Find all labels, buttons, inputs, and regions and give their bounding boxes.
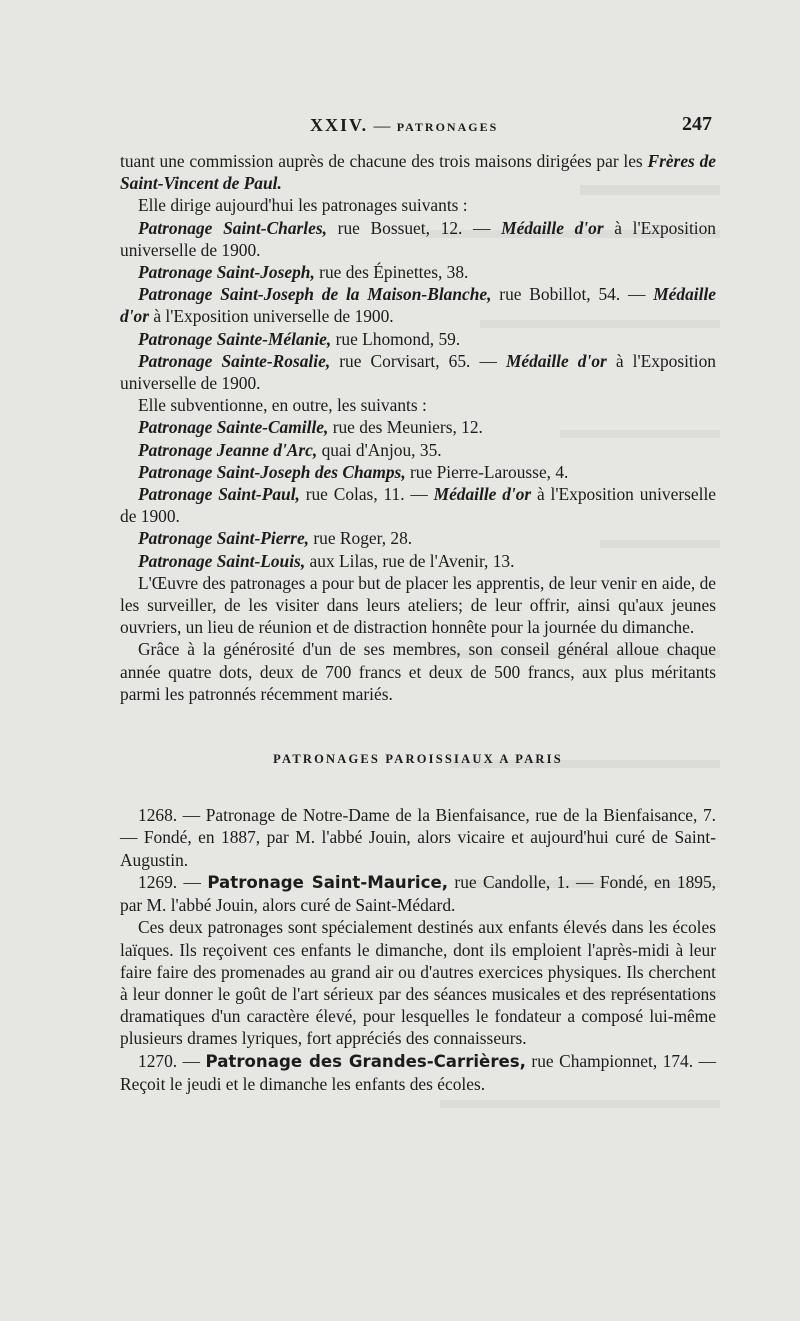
- paragraph: Elle dirige aujourd'hui les patronages suivants :: [138, 195, 468, 216]
- section-name: PATRONAGES: [396, 120, 499, 134]
- award-text: Médaille d'or: [120, 284, 716, 327]
- patronage-name: Patronage Saint-Joseph des Champs,: [138, 461, 406, 482]
- patronage-address: rue Colas, 11. —: [299, 484, 434, 505]
- patronage-address: rue Roger, 28.: [309, 528, 413, 549]
- patronage-address: rue des Épinettes, 38.: [314, 262, 469, 283]
- award-text: Médaille d'or: [505, 350, 607, 371]
- chapter-number: XXIV.: [310, 115, 369, 135]
- patronage-name: Patronage Sainte-Camille,: [138, 417, 329, 438]
- patronage-name: Patronage Saint-Joseph,: [138, 262, 315, 283]
- entry-name: Patronage des Grandes-Carrières,: [205, 1051, 526, 1071]
- entry-name: Patronage de Notre-Dame de la Bienfaisance,: [205, 805, 530, 826]
- section-heading: PATRONAGES PAROISSIAUX A PARIS: [273, 752, 563, 767]
- patronage-name: Patronage Saint-Charles,: [138, 217, 327, 238]
- award-detail: à l'Exposition universelle de 1900.: [120, 484, 716, 527]
- patronage-item: [120, 217, 716, 261]
- entry-number: 1269. —: [138, 871, 208, 892]
- patronage-item: [120, 283, 716, 327]
- header-dash: —: [373, 116, 392, 135]
- patronage-address: rue Bossuet, 12. —: [326, 217, 502, 238]
- entry-1269: [120, 871, 716, 916]
- patronage-address: rue Pierre-Larousse, 4.: [405, 461, 569, 482]
- patronage-item: [120, 328, 716, 350]
- patronage-address: quai d'Anjou, 35.: [317, 439, 442, 460]
- page-number: 247: [682, 113, 712, 135]
- patronage-item: [120, 483, 716, 527]
- patronage-item: [120, 261, 716, 283]
- paragraph-text: tuant une commission auprès de chacune des trois maisons dirigées par les: [120, 151, 643, 171]
- patronage-address: rue Lhomond, 59.: [331, 328, 461, 349]
- patronage-name: Patronage Sainte-Mélanie,: [138, 328, 332, 349]
- patronage-address: rue Corvisart, 65. —: [330, 350, 506, 371]
- entry-number: 1270. —: [138, 1050, 206, 1071]
- entry-text: rue Candolle, 1. — Fondé, en 1895, par M. l'abbé Jouin, alors curé de Saint-Médard.: [120, 871, 717, 916]
- entry-number: 1268. —: [138, 805, 206, 826]
- patronage-item: [120, 350, 716, 394]
- award-detail: à l'Exposition universelle de 1900.: [149, 306, 394, 327]
- patronage-item: [120, 550, 716, 572]
- paragraph: L'Œuvre des patronages a pour but de placer les apprentis, de leur venir en aide, de les surveiller, de les visiter dans leurs ateliers; de leur offrir, ainsi qu'aux jeunes ouvriers, un lieu de réunion et de distraction honnête pour la journée du dimanche.: [120, 572, 716, 638]
- patronage-name: Patronage Saint-Louis,: [138, 550, 306, 571]
- patronage-item: [120, 527, 716, 549]
- entry-name: Patronage Saint-Maurice,: [207, 872, 449, 892]
- patronage-name: Patronage Saint-Paul,: [138, 484, 300, 505]
- award-text: Médaille d'or: [501, 217, 604, 238]
- patronage-item: [120, 416, 716, 438]
- patronage-address: rue Bobillot, 54. —: [491, 284, 654, 305]
- paragraph-continuation: [120, 150, 716, 194]
- entry-1268: [120, 804, 716, 871]
- patronage-name: Patronage Sainte-Rosalie,: [138, 350, 331, 371]
- running-header: [120, 113, 712, 139]
- entry-description: Ces deux patronages sont spécialement destinés aux enfants élevés dans les écoles laïques. Ils reçoivent ces enfants le dimanche, dont ils emploient l'après-midi à leur faire faire des promenades au grand air ou d'autres exercices physiques. Ils cherchent à leur donner le goût de l'art sérieux par des séances musicales et des représentations dramatiques d'un caractère élevé, pour lesquelles le fondateur a composé lui-même plusieurs drames lyriques, fort appréciés des connaisseurs.: [120, 917, 716, 1049]
- main-text: [120, 150, 716, 1095]
- patronage-name: Patronage Jeanne d'Arc,: [138, 439, 318, 460]
- entry-text: rue Championnet, 174. — Reçoit le jeudi et le dimanche les enfants des écoles.: [120, 1050, 716, 1094]
- patronage-name: Patronage Saint-Pierre,: [138, 528, 310, 549]
- patronage-list-subsidized: [120, 416, 716, 571]
- patronage-name: Patronage Saint-Joseph de la Maison-Blanche,: [138, 284, 492, 305]
- paragraph: Elle subventionne, en outre, les suivants :: [138, 395, 427, 416]
- award-detail: à l'Exposition universelle de 1900.: [120, 217, 716, 260]
- award-text: Médaille d'or: [433, 484, 532, 505]
- patronage-list-directed: [120, 217, 716, 395]
- patronage-item: [120, 439, 716, 461]
- award-detail: à l'Exposition universelle de 1900.: [120, 350, 716, 394]
- patronage-address: rue des Meuniers, 12.: [328, 417, 483, 438]
- entry-text: rue de la Bienfaisance, 7. — Fondé, en 1887, par M. l'abbé Jouin, alors vicaire et aujourd'hui curé de Saint-Augustin.: [120, 805, 717, 870]
- patronage-address: aux Lilas, rue de l'Avenir, 13.: [305, 550, 515, 571]
- running-title: [310, 115, 498, 136]
- italic-text: Frères de Saint-Vincent de Paul.: [120, 151, 716, 194]
- patronage-item: [120, 461, 716, 483]
- entry-1270: [120, 1050, 716, 1095]
- paragraph: Grâce à la générosité d'un de ses membres, son conseil général alloue chaque année quatre dots, deux de 700 francs et deux de 500 francs, aux plus méritants parmi les patronnés récemment mariés.: [120, 639, 716, 704]
